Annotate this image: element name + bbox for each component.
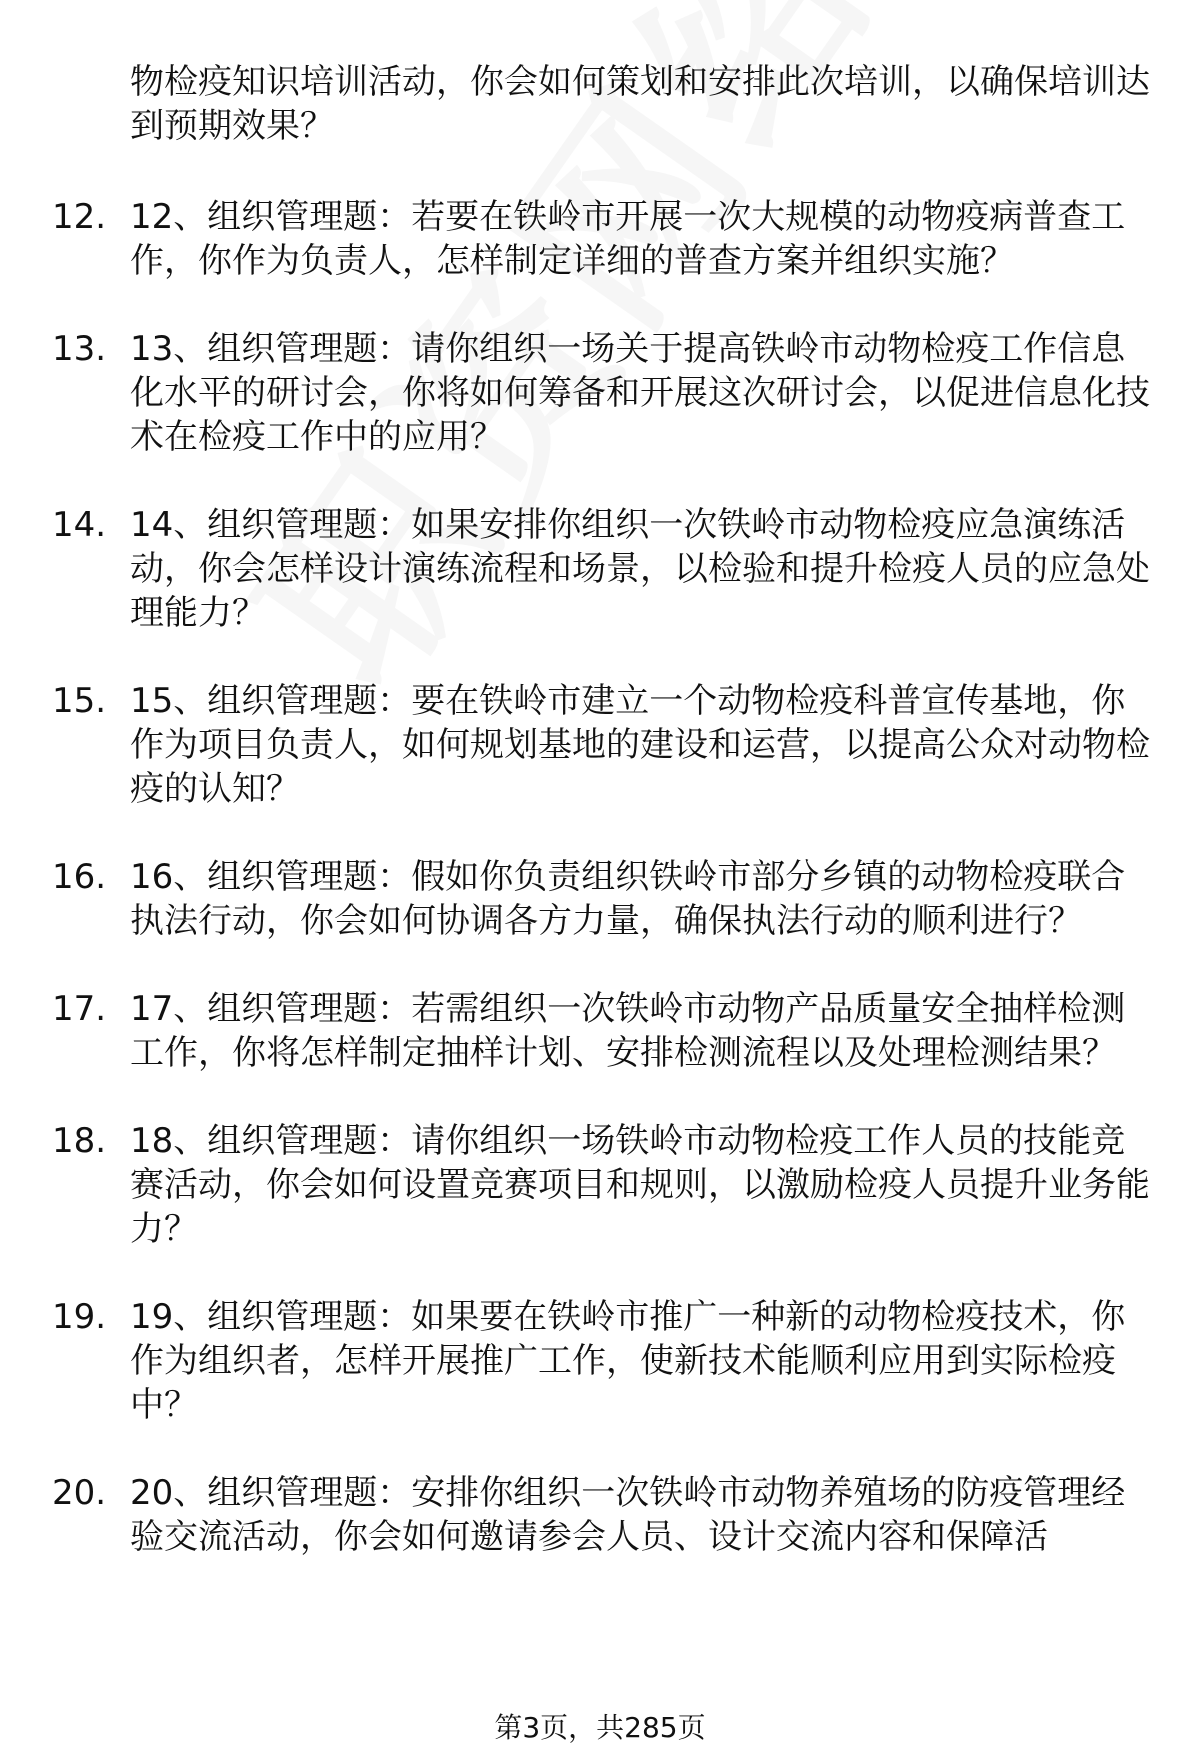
list-item (52, 327, 1152, 459)
question-text: 18、组织管理题：请你组织一场铁岭市动物检疫工作人员的技能竞赛活动，你会如何设置竞赛项目和规则，以激励检疫人员提升业务能力？ (130, 1121, 1150, 1249)
list-number: 15. (52, 681, 107, 721)
list-number: 20. (52, 1473, 107, 1513)
list-item (52, 1295, 1152, 1427)
list-item (52, 1471, 1152, 1559)
list-number: 12. (52, 197, 107, 237)
list-number: 13. (52, 329, 107, 369)
list-number: 14. (52, 505, 107, 545)
list-number: 16. (52, 857, 107, 897)
list-item (52, 987, 1152, 1075)
question-text: 20、组织管理题：安排你组织一次铁岭市动物养殖场的防疫管理经验交流活动，你会如何邀请参会人员、设计交流内容和保障活 (130, 1473, 1126, 1557)
list-item (52, 195, 1152, 283)
question-text: 15、组织管理题：要在铁岭市建立一个动物检疫科普宣传基地，你作为项目负责人，如何规划基地的建设和运营，以提高公众对动物检疫的认知？ (130, 681, 1150, 809)
list-number: 18. (52, 1121, 107, 1161)
question-text: 14、组织管理题：如果安排你组织一次铁岭市动物检疫应急演练活动，你会怎样设计演练流程和场景，以检验和提升检疫人员的应急处理能力？ (130, 505, 1150, 633)
question-text: 16、组织管理题：假如你负责组织铁岭市部分乡镇的动物检疫联合执法行动，你会如何协调各方力量，确保执法行动的顺利进行？ (130, 857, 1126, 941)
question-list (52, 195, 1152, 1603)
question-text: 12、组织管理题：若要在铁岭市开展一次大规模的动物疫病普查工作，你作为负责人，怎样制定详细的普查方案并组织实施？ (130, 197, 1126, 281)
list-number: 17. (52, 989, 107, 1029)
question-text: 19、组织管理题：如果要在铁岭市推广一种新的动物检疫技术，你作为组织者，怎样开展推广工作，使新技术能顺利应用到实际检疫中？ (130, 1297, 1126, 1425)
list-number: 19. (52, 1297, 107, 1337)
list-item (52, 1119, 1152, 1251)
question-text: 17、组织管理题：若需组织一次铁岭市动物产品质量安全抽样检测工作，你将怎样制定抽样计划、安排检测流程以及处理检测结果？ (130, 989, 1126, 1073)
question-text: 13、组织管理题：请你组织一场关于提高铁岭市动物检疫工作信息化水平的研讨会，你将如何筹备和开展这次研讨会，以促进信息化技术在检疫工作中的应用？ (130, 329, 1150, 457)
list-item (52, 503, 1152, 635)
list-item (52, 679, 1152, 811)
list-item (52, 855, 1152, 943)
page-footer: 第3页，共285页 (494, 1711, 706, 1744)
continued-question-text: 物检疫知识培训活动，你会如何策划和安排此次培训，以确保培训达到预期效果？ (130, 62, 1150, 146)
